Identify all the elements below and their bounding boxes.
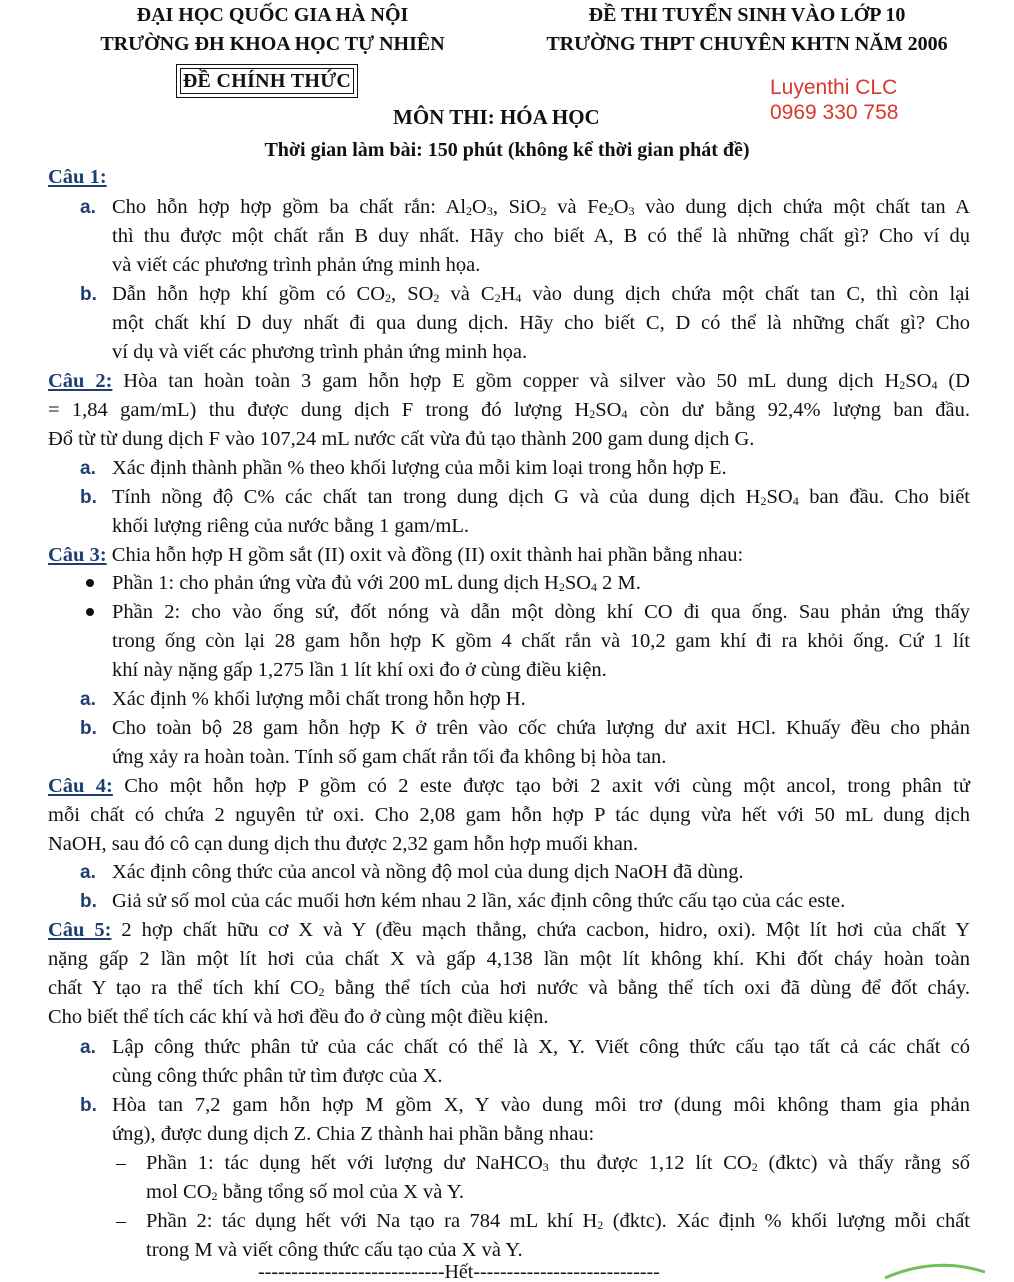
q4-b-line-1: Giả sử số mol của các muối hơn kém nhau 2 lần, xác định công thức cấu tạo của các este.: [112, 890, 846, 912]
watermark-phone: 0969 330 758: [770, 101, 899, 124]
q3-part2-line-1: Phần 2: cho vào ống sứ, đốt nóng và dẫn một dòng khí CO đi qua ống. Sau phản ứng thấy: [112, 601, 970, 623]
q2-b-line-2: khối lượng riêng của nước bằng 1 gam/mL.: [112, 515, 470, 537]
q5-a-line-2: cùng công thức phân tử tìm được của X.: [112, 1065, 443, 1087]
marker-b: b.: [80, 487, 97, 508]
q1-a-line-3: và viết các phương trình phản ứng minh họa.: [112, 254, 481, 276]
dash-marker: –: [116, 1210, 126, 1232]
q1-a-line-2: thì thu được một chất rắn B duy nhất. Hãy cho biết A, B có thể là những chất gì? Cho ví dụ: [112, 225, 970, 247]
q2-b-line-1: Tính nồng độ C% các chất tan trong dung dịch G và của dung dịch $H_2SO_4$ ban đầu. Cho biết: [112, 486, 970, 508]
official-label: ĐỀ CHÍNH THỨC: [180, 68, 354, 94]
end-of-exam-line: ----------------------------Hết----------------------------: [258, 1262, 660, 1282]
q5-line-1: Câu 5: 2 hợp chất hữu cơ X và Y (đều mạch thẳng, chứa cacbon, hidro, oxi). Một lít hơi của chất Y: [48, 919, 970, 941]
q3-line-1: Câu 3: Chia hỗn hợp H gồm sắt (II) oxit và đồng (II) oxit thành hai phần bằng nhau:: [48, 544, 744, 566]
question-2-label: Câu 2:: [48, 370, 113, 392]
question-5-label: Câu 5:: [48, 919, 112, 941]
marker-b: b.: [80, 718, 97, 739]
marker-a: a.: [80, 1037, 96, 1058]
q3-b-line-1: Cho toàn bộ 28 gam hỗn hợp K ở trên vào cốc chứa lượng dư axit HCl. Khuấy đều cho phản: [112, 717, 970, 739]
official-stamp-box: [176, 64, 358, 98]
marker-a: a.: [80, 197, 96, 218]
bullet-dot: [86, 579, 94, 587]
marker-a: a.: [80, 862, 96, 883]
marker-a: a.: [80, 689, 96, 710]
q1-b-line-1: Dẫn hỗn hợp khí gồm có $CO_2$, $SO_2$ và $C_2H_4$ vào dung dịch chứa một chất tan C, thì còn lại: [112, 283, 971, 305]
q5-b-part1-line-1: Phần 1: tác dụng hết với lượng dư NaHCO$_3$ thu được 1,12 lít $CO_2$ (đktc) và thấy rằng số: [146, 1152, 970, 1174]
q3-a-line-1: Xác định % khối lượng mỗi chất trong hỗn hợp H.: [112, 688, 526, 710]
q3-part2-line-3: khí này nặng gấp 1,275 lần 1 lít khí oxi đo ở cùng điều kiện.: [112, 659, 607, 681]
q1-b-line-2: một chất khí D duy nhất đi qua dung dịch. Hãy cho biết C, D có thể là những chất gì? Cho: [112, 312, 970, 334]
dash-marker: –: [116, 1152, 126, 1174]
q5-line-3: chất Y tạo ra thể tích khí $CO_2$ bằng thể tích của hơi nước và bằng thể tích oxi đã dùng để đốt cháy.: [48, 977, 970, 999]
q5-b-part2-line-1: Phần 2: tác dụng hết với Na tạo ra 784 mL khí $H_2$ (đktc). Xác định % khối lượng mỗi chất: [146, 1210, 970, 1232]
exam-title: ĐỀ THI TUYỂN SINH VÀO LỚP 10: [588, 4, 906, 26]
q5-a-line-1: Lập công thức phân tử của các chất có thể là X, Y. Viết công thức cấu tạo tất cả các chất có: [112, 1036, 970, 1058]
q4-line-2: mỗi chất có chứa 2 nguyên tử oxi. Cho 2,08 gam hỗn hợp P tác dụng vừa hết với 50 mL dung dịch: [48, 804, 970, 826]
marker-b: b.: [80, 1095, 97, 1116]
q3-part1: Phần 1: cho phản ứng vừa đủ với 200 mL dung dịch $H_2SO_4$ 2 M.: [112, 572, 641, 594]
q2-a-line-1: Xác định thành phần % theo khối lượng của mỗi kim loại trong hỗn hợp E.: [112, 457, 727, 479]
question-3-label: Câu 3:: [48, 544, 107, 566]
q1-a-line-1: Cho hỗn hợp hợp gồm ba chất rắn: $Al_2O_3$, SiO$_2$ và $Fe_2O_3$ vào dung dịch chứa một chất tan A: [112, 196, 970, 218]
q5-line-4: Cho biết thể tích các khí và hơi đều đo ở cùng một điều kiện.: [48, 1006, 549, 1028]
time-allowed: Thời gian làm bài: 150 phút (không kể thời gian phát đề): [264, 139, 750, 161]
q3-b-line-2: ứng xảy ra hoàn toàn. Tính số gam chất rắn tối đa không bị hòa tan.: [112, 746, 667, 768]
q4-line-1: Câu 4: Cho một hỗn hợp P gồm có 2 este được tạo bởi 2 axit với cùng một ancol, trong phân tử: [48, 775, 970, 797]
q5-b-part1-line-2: mol $CO_2$ bằng tổng số mol của X và Y.: [146, 1181, 465, 1203]
question-1-label: Câu 1:: [48, 166, 107, 188]
university-name: ĐẠI HỌC QUỐC GIA HÀ NỘI: [136, 4, 409, 26]
q5-b-line-1: Hòa tan 7,2 gam hỗn hợp M gồm X, Y vào dung môi trơ (dung môi không tham gia phản: [112, 1094, 970, 1116]
q1-b-line-3: ví dụ và viết các phương trình phản ứng minh họa.: [112, 341, 528, 363]
marker-b: b.: [80, 891, 97, 912]
question-4-label: Câu 4:: [48, 775, 113, 797]
bullet-dot: [86, 608, 94, 616]
q2-line-1: Câu 2: Hòa tan hoàn toàn 3 gam hỗn hợp E gồm copper và silver vào 50 mL dung dịch $H_2SO_4$ (D: [48, 370, 970, 392]
q4-line-3: NaOH, sau đó cô cạn dung dịch thu được 2,32 gam hỗn hợp muối khan.: [48, 833, 639, 855]
q5-b-line-2: ứng), được dung dịch Z. Chia Z thành hai phần bằng nhau:: [112, 1123, 595, 1145]
school-name: TRƯỜNG ĐH KHOA HỌC TỰ NHIÊN: [100, 33, 445, 55]
marker-b: b.: [80, 284, 97, 305]
q3-part2-line-2: trong ống còn lại 28 gam hỗn hợp K gồm 4 chất rắn và 10,2 gam khí đi ra khỏi ống. Cứ 1 lít: [112, 630, 970, 652]
q2-line-2: = 1,84 gam/mL) thu được dung dịch F trong đó lượng $H_2SO_4$ còn dư bằng 92,4% lượng ban đầu.: [48, 399, 970, 421]
exam-school-year: TRƯỜNG THPT CHUYÊN KHTN NĂM 2006: [546, 33, 948, 55]
q5-b-part2-line-2: trong M và viết công thức cấu tạo của X và Y.: [146, 1239, 523, 1261]
subject-title: MÔN THI: HÓA HỌC: [393, 105, 600, 129]
q4-a-line-1: Xác định công thức của ancol và nồng độ mol của dung dịch NaOH đã dùng.: [112, 861, 744, 883]
watermark-name: Luyenthi CLC: [770, 76, 898, 99]
marker-a: a.: [80, 458, 96, 479]
q2-line-3: Đổ từ từ dung dịch F vào 107,24 mL nước cất vừa đủ tạo thành 200 gam dung dịch G.: [48, 428, 755, 450]
decorative-swoosh-icon: [880, 1262, 990, 1280]
q5-line-2: nặng gấp 2 lần một lít hơi của chất X và gấp 4,138 lần một lít không khí. Khi đốt cháy hoàn toàn: [48, 948, 970, 970]
